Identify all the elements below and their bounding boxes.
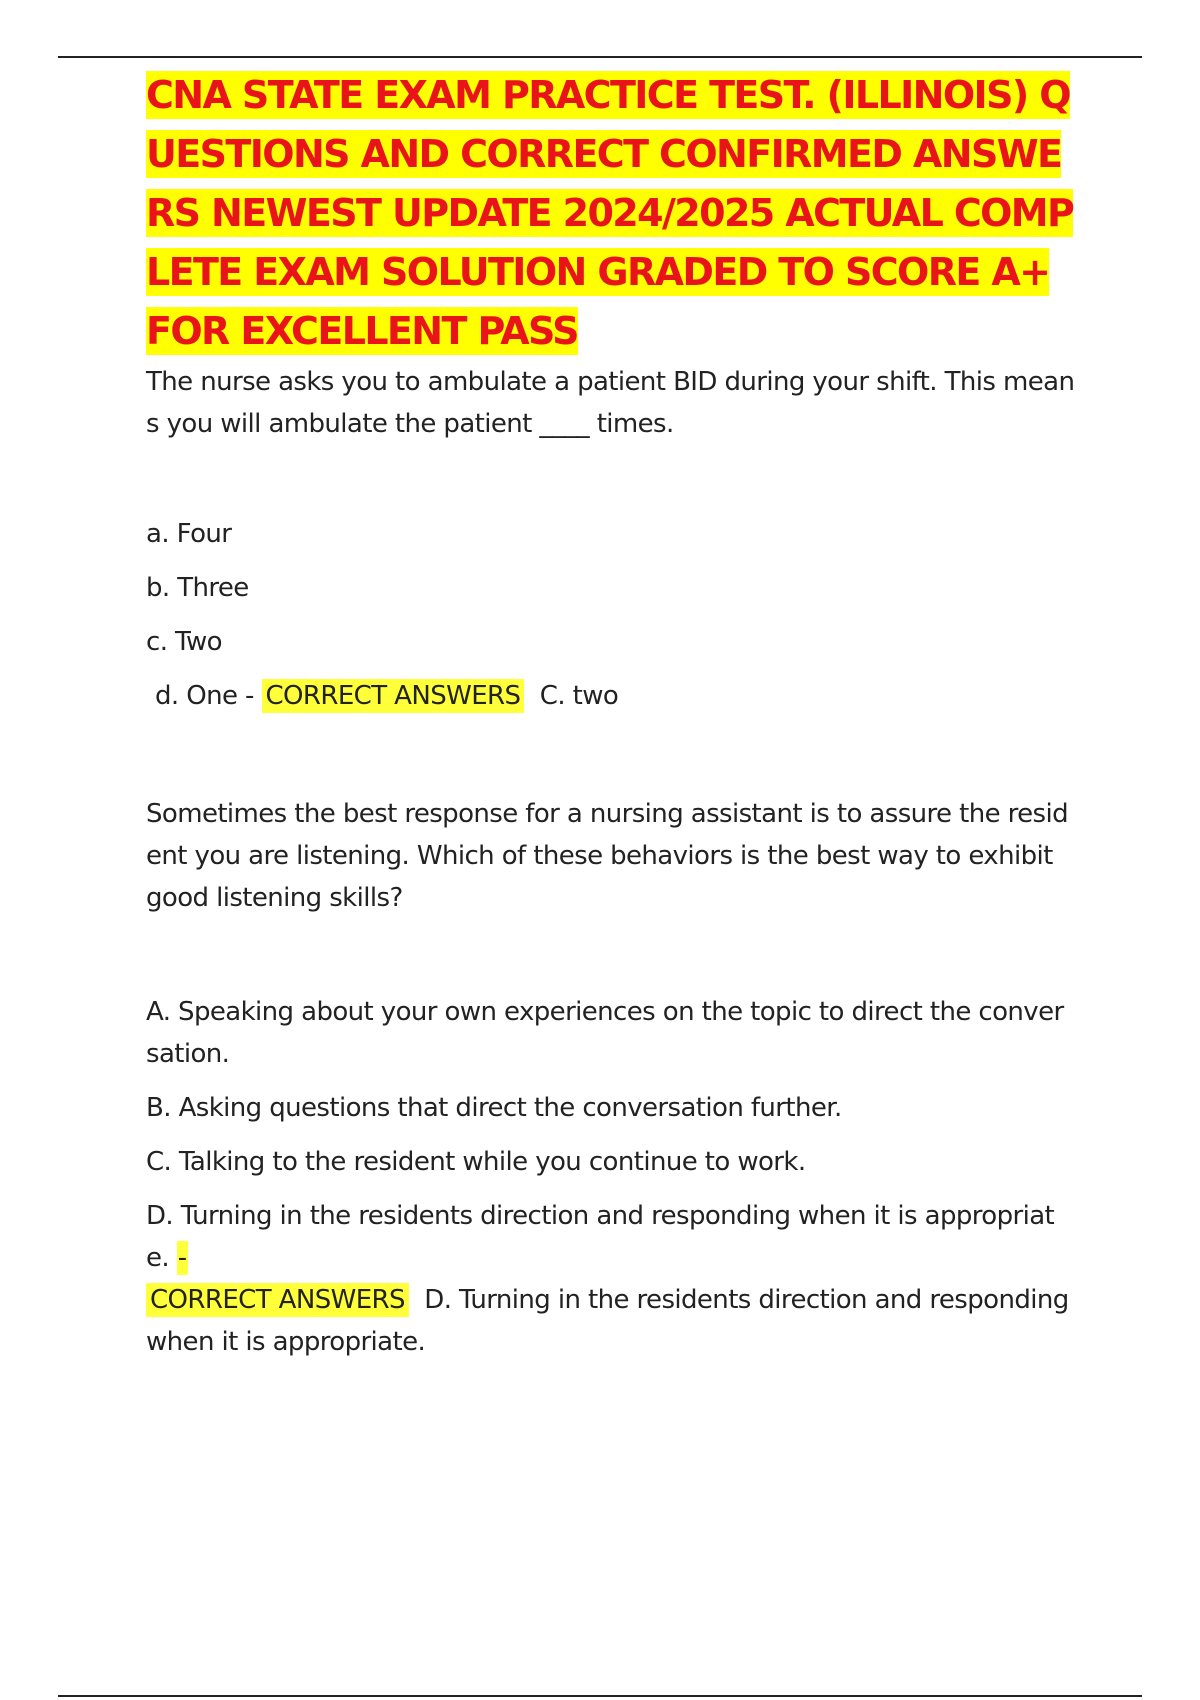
question-2-option-d-text: D. Turning in the residents direction and responding when it is appropriate.	[146, 1201, 1055, 1273]
question-1-option-d-text: d. One -	[155, 681, 254, 711]
page-content	[146, 66, 1076, 1363]
question-2-correct-label: CORRECT ANSWERS	[146, 1283, 409, 1317]
question-1-text: The nurse asks you to ambulate a patient BID during your shift. This means you will ambulate the patient ____ times.	[146, 367, 1075, 439]
question-2-option-b: B. Asking questions that direct the conversation further.	[146, 1093, 842, 1123]
document-title	[146, 66, 1076, 361]
question-1-correct-label: CORRECT ANSWERS	[262, 679, 525, 713]
question-1-option-b: b. Three	[146, 573, 249, 603]
question-2-option-a: A. Speaking about your own experiences on the topic to direct the conversation.	[146, 997, 1064, 1069]
question-1-option-c: c. Two	[146, 627, 222, 657]
question-2-answer: D. Turning in the residents direction and responding when it is appropriate.	[146, 1285, 1069, 1357]
title-highlight: CNA STATE EXAM PRACTICE TEST. (ILLINOIS) QUESTIONS AND CORRECT CONFIRMED ANSWERS NEWEST UPDATE 2024/2025 ACTUAL COMPLETE EXAM SOLUTION GRADED TO SCORE A+ FOR EXCELLENT PASS	[146, 73, 1074, 353]
question-1-option-a: a. Four	[146, 519, 232, 549]
question-2-text: Sometimes the best response for a nursing assistant is to assure the resident you are listening. Which of these behaviors is the best way to exhibit good listening skills?	[146, 799, 1069, 913]
question-2-option-c: C. Talking to the resident while you continue to work.	[146, 1147, 806, 1177]
question-2-option-d	[146, 1195, 1076, 1363]
question-1-option-d	[146, 675, 1076, 717]
question-2-dash: -	[177, 1243, 187, 1273]
question-1-answer: C. two	[539, 681, 619, 711]
top-rule	[58, 56, 1142, 58]
bottom-rule	[58, 1695, 1142, 1697]
